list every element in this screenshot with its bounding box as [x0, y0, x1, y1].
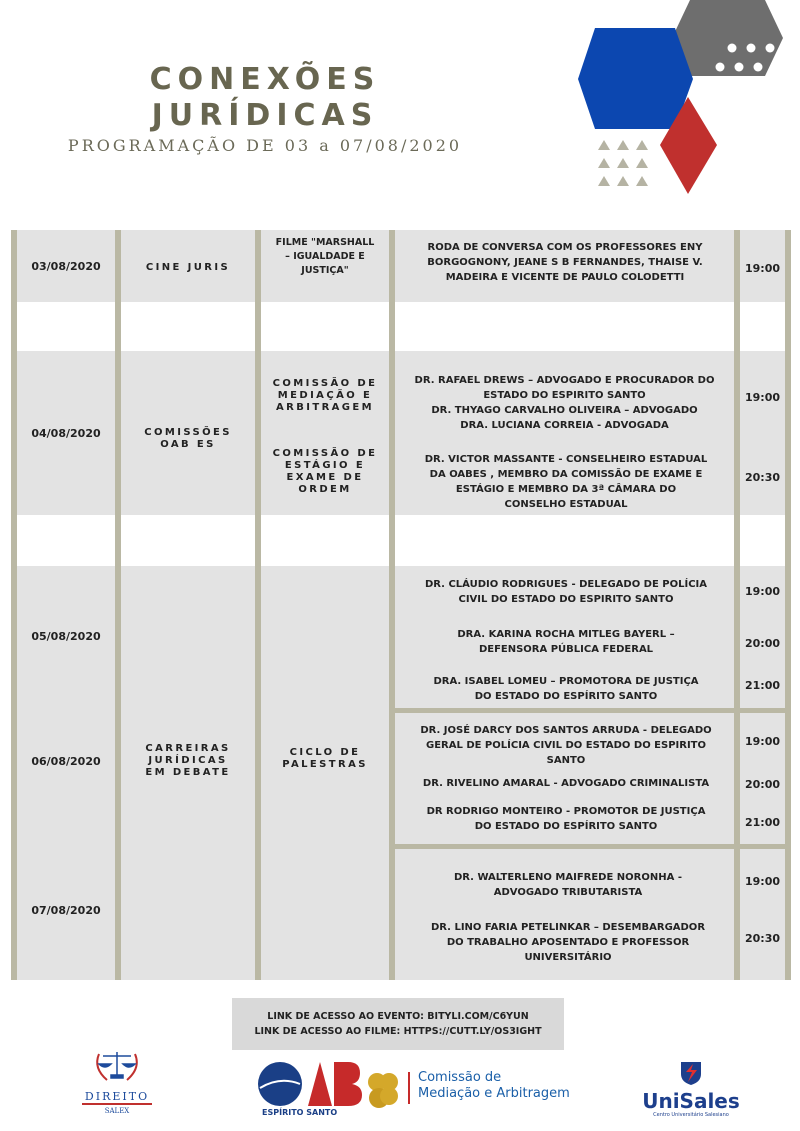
- category-cell: CINE JURIS: [145, 262, 231, 273]
- col-border: [785, 230, 791, 980]
- session-description: DRA. ISABEL LOMEU – PROMOTORA DE JUSTIÇA DO ESTADO DO ESPÍRITO SANTO: [433, 676, 699, 702]
- direito-text: DIREITO: [82, 1090, 152, 1105]
- session-description: [395, 373, 734, 433]
- session-line: DRA. LUCIANA CORREIA - ADVOGADA: [460, 420, 669, 431]
- blue-hexagon: [578, 28, 693, 129]
- col-border: [734, 230, 740, 980]
- col-border: [389, 230, 395, 980]
- logo-oab-comissao: [256, 1060, 576, 1122]
- date-cell: 06/08/2020: [31, 754, 101, 768]
- date-cell: 07/08/2020: [31, 903, 101, 917]
- session-line: DR. THYAGO CARVALHO OLIVEIRA – ADVOGADO: [431, 405, 698, 416]
- session-time: 19:00: [744, 874, 780, 888]
- session-description: DR. WALTERLENO MAIFREDE NORONHA - ADVOGADO TRIBUTARISTA: [454, 872, 682, 898]
- anniversary-88-icon: [366, 1070, 400, 1110]
- session-time: 21:00: [744, 678, 780, 692]
- category-cell: CARREIRAS JURÍDICAS EM DEBATE: [145, 743, 231, 778]
- logo-divider: [408, 1072, 410, 1104]
- session-description: DR RODRIGO MONTEIRO - PROMOTOR DE JUSTIÇA DO ESTADO DO ESPÍRITO SANTO: [426, 806, 706, 832]
- session-description: DR. VICTOR MASSANTE - CONSELHEIRO ESTADUAL DA OABES , MEMBRO DA COMISSÃO DE EXAME E ESTÁGIO E MEMBRO DA 3ª CÂMARA DO CONSELHO ESTADUAL: [424, 454, 708, 510]
- session-time: 20:00: [744, 777, 780, 791]
- activity-cell: COMISSÃO DE MEDIAÇÃO E ARBITRAGEM: [272, 378, 378, 413]
- activity-cell: COMISSÃO DE ESTÁGIO E EXAME DE ORDEM: [272, 448, 378, 495]
- session-time: 19:00: [744, 261, 780, 275]
- title-line-1: CONEXÕES: [149, 62, 381, 97]
- col-border: [115, 230, 121, 980]
- unisales-sub: Centro Universitário Salesiano: [653, 1112, 729, 1118]
- commission-line-2: Mediação e Arbitragem: [418, 1086, 570, 1101]
- commission-text: [418, 1070, 570, 1102]
- col-border: [11, 230, 17, 980]
- session-time: 19:00: [744, 390, 780, 404]
- session-description: DRA. KARINA ROCHA MITLEG BAYERL – DEFENSORA PÚBLICA FEDERAL: [457, 629, 675, 655]
- date-cell: 05/08/2020: [31, 629, 101, 643]
- access-links-box: [232, 998, 564, 1050]
- unisales-name: UniSales: [642, 1089, 740, 1113]
- session-line: ESTADO DO ESPIRITO SANTO: [483, 390, 646, 401]
- session-time: 20:30: [744, 931, 780, 945]
- divider-0607: [389, 844, 791, 849]
- session-description: DR. LINO FARIA PETELINKAR – DESEMBARGADOR DO TRABALHO APOSENTADO E PROFESSOR UNIVERSITÁRIO: [430, 921, 706, 963]
- divider-0506: [389, 708, 791, 713]
- event-link[interactable]: LINK DE ACESSO AO EVENTO: BITYLI.COM/C6YUN: [267, 1011, 529, 1022]
- film-link[interactable]: LINK DE ACESSO AO FILME: HTTPS://CUTT.LY/OS3IGHT: [254, 1026, 542, 1037]
- oab-subtext: ESPÍRITO SANTO: [262, 1108, 338, 1117]
- session-description: RODA DE CONVERSA COM OS PROFESSORES ENY BORGOGNONY, JEANE S B FERNANDES, THAISE V. MADEIRA E VICENTE DE PAULO COLODETTI: [427, 242, 703, 283]
- session-description: DR. RIVELINO AMARAL - ADVOGADO CRIMINALISTA: [422, 777, 710, 789]
- unisales-shield-icon: [679, 1060, 703, 1086]
- commission-line-1: Comissão de: [418, 1070, 502, 1085]
- activity-cell: FILME "MARSHALL – IGUALDADE E JUSTIÇA": [275, 237, 375, 276]
- col-border: [255, 230, 261, 980]
- activity-cell: CICLO DE PALESTRAS: [282, 747, 368, 770]
- session-description: DR. CLÁUDIO RODRIGUES - DELEGADO DE POLÍCIA CIVIL DO ESTADO DO ESPIRITO SANTO: [424, 579, 708, 605]
- session-time: 19:00: [744, 584, 780, 598]
- logo-unisales: [628, 1046, 754, 1126]
- date-cell: 04/08/2020: [31, 426, 101, 440]
- category-cell: COMISSÕES OAB ES: [144, 427, 232, 450]
- session-line: DR. RAFAEL DREWS – ADVOGADO E PROCURADOR DO: [414, 375, 715, 386]
- triangles-icon: [598, 140, 648, 186]
- gray-hexagon: [672, 0, 783, 76]
- salex-text: SALEX: [104, 1107, 130, 1115]
- date-cell: 03/08/2020: [31, 259, 101, 273]
- session-time: 20:00: [744, 636, 780, 650]
- subtitle: PROGRAMAÇÃO DE 03 a 07/08/2020: [67, 136, 463, 155]
- session-time: 20:30: [744, 470, 780, 484]
- decorative-shapes: [570, 0, 800, 200]
- title-line-2: JURÍDICAS: [151, 98, 379, 133]
- session-time: 19:00: [744, 734, 780, 748]
- logo-direito-salex: [72, 1046, 162, 1126]
- scales-of-justice-icon: [87, 1046, 147, 1086]
- session-description: DR. JOSÉ DARCY DOS SANTOS ARRUDA - DELEGADO GERAL DE POLÍCIA CIVIL DO ESTADO DO ESPIRITO SANTO: [420, 724, 712, 766]
- session-time: 21:00: [744, 815, 780, 829]
